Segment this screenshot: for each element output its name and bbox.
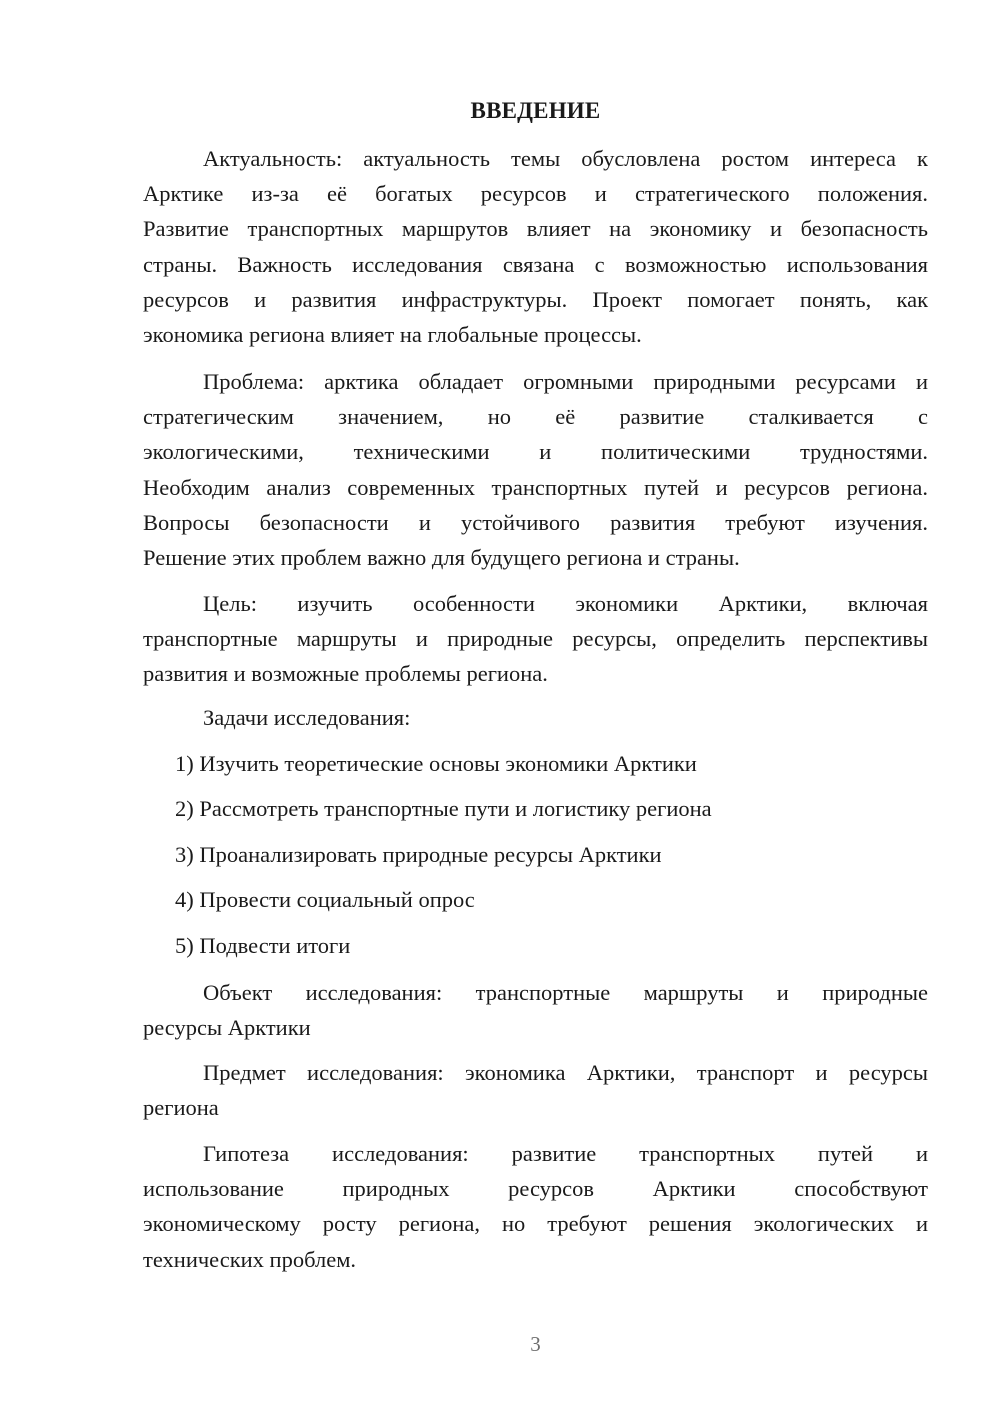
paragraph-subject <box>143 1055 928 1125</box>
text-line: страны. Важность исследования связана с возможностью использования <box>143 251 928 277</box>
list-item: 2) Рассмотреть транспортные пути и логистику региона <box>175 796 712 822</box>
section-title: ВВЕДЕНИЕ <box>470 98 601 123</box>
text-line: транспортные маршруты и природные ресурсы, определить перспективы <box>143 626 928 652</box>
text-line: Гипотеза исследования: развитие транспортных путей и <box>203 1141 928 1166</box>
paragraph-goal <box>143 586 928 692</box>
list-item: 1) Изучить теоретические основы экономики Арктики <box>175 751 697 776</box>
paragraph-relevance <box>143 141 928 352</box>
text-line: экономическому росту региона, но требуют решения экологических и <box>143 1211 928 1237</box>
tasks-heading: Задачи исследования: <box>203 705 411 730</box>
page-number: 3 <box>530 1332 541 1356</box>
paragraph-problem <box>143 364 928 575</box>
text-line: Предмет исследования: экономика Арктики, транспорт и ресурсы <box>203 1060 928 1085</box>
text-line: Развитие транспортных маршрутов влияет на экономику и безопасность <box>143 216 928 242</box>
text-line: экологическими, техническими и политическими трудностями. <box>143 439 928 465</box>
text-line: Проблема: арктика обладает огромными природными ресурсами и <box>203 369 928 394</box>
text-line: Цель: изучить особенности экономики Арктики, включая <box>203 591 928 616</box>
paragraph-hypothesis <box>143 1136 928 1277</box>
text-line: стратегическим значением, но её развитие сталкивается с <box>143 404 928 430</box>
text-line: Актуальность: актуальность темы обусловлена ростом интереса к <box>203 146 928 171</box>
text-line: Вопросы безопасности и устойчивого развития требуют изучения. <box>143 509 928 535</box>
text-line: Арктике из-за её богатых ресурсов и стратегического положения. <box>143 181 928 207</box>
text-line: развития и возможные проблемы региона. <box>143 661 548 687</box>
text-line: ресурсы Арктики <box>143 1015 311 1041</box>
text-line: технических проблем. <box>143 1246 357 1272</box>
text-line: Решение этих проблем важно для будущего региона и страны. <box>143 545 740 571</box>
text-line: экономика региона влияет на глобальные процессы. <box>143 322 642 348</box>
list-item: 4) Провести социальный опрос <box>175 887 475 913</box>
tasks-list <box>175 746 712 973</box>
text-line: Необходим анализ современных транспортных путей и ресурсов региона. <box>143 474 928 500</box>
text-line: использование природных ресурсов Арктики способствуют <box>143 1176 928 1202</box>
paragraph-object <box>143 975 928 1045</box>
text-line: ресурсов и развития инфраструктуры. Проект помогает понять, как <box>143 286 928 312</box>
text-line: региона <box>143 1095 219 1121</box>
list-item: 5) Подвести итоги <box>175 932 351 958</box>
document-page <box>143 0 928 1414</box>
list-item: 3) Проанализировать природные ресурсы Арктики <box>175 841 662 867</box>
text-line: Объект исследования: транспортные маршруты и природные <box>203 980 928 1005</box>
